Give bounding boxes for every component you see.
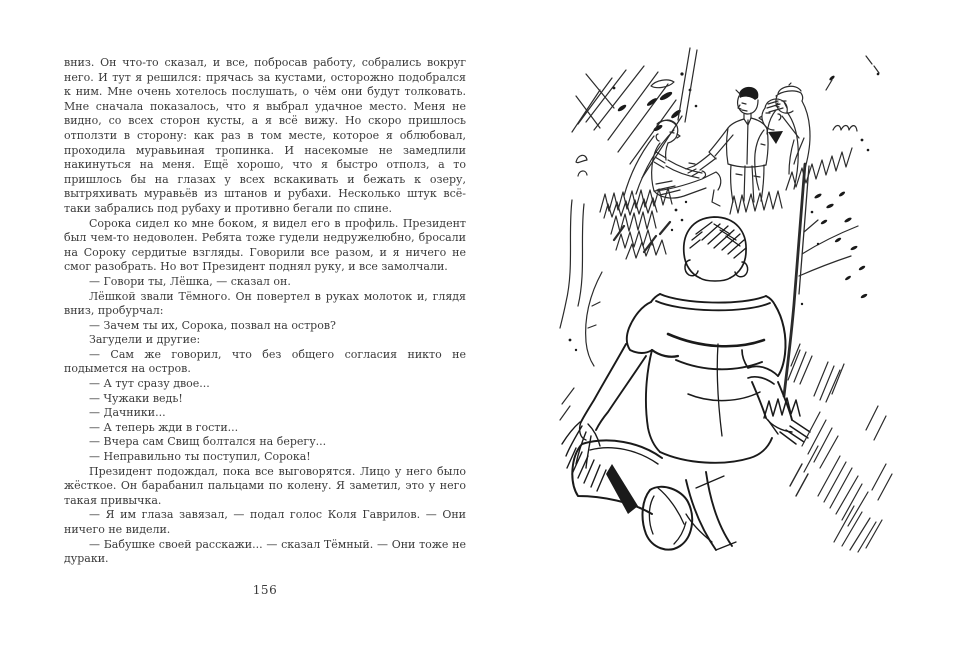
foliage-top-left [572, 66, 697, 196]
bottom-right-grass [790, 406, 892, 552]
leaf-marks-top-right [826, 56, 879, 90]
body-text [64, 56, 466, 567]
right-hatch [788, 344, 844, 402]
dialogue-line: — Чужаки ведь! [89, 391, 183, 405]
dialogue-line: — Дачники... [89, 406, 166, 420]
dialogue-line: — Сам же говорил, что без общего согласия никто не подымется на остров. [64, 347, 466, 376]
crawling-boy-shoe [643, 487, 693, 550]
illustration [556, 44, 938, 626]
crawling-boy [562, 217, 810, 550]
dialogue-line: — А теперь жди в гости... [89, 420, 239, 434]
paragraph: Президент подождал, пока все выговорятся. Лицо у него было жёсткое. Он барабанил пальцами по колену. Я заметил, это у него такая привычка. [64, 464, 466, 507]
grass-ridge [600, 126, 869, 219]
dialogue-line: — Говори ты, Лёшка, — сказал он. [89, 274, 291, 288]
background-tree-trunk [678, 48, 697, 122]
page-number: 156 [252, 583, 278, 597]
crawling-boy-right-leg [686, 472, 736, 550]
crawling-boy-right-arm [742, 350, 810, 444]
paragraph: Загудели и другие: [89, 333, 201, 347]
dialogue-line: — Неправильно ты поступил, Сорока! [89, 450, 311, 464]
left-branches [560, 200, 602, 420]
paragraph: вниз. Он что-то сказал, и все, побросав работу, собрались вокруг него. И тут я решился: прячась за кустами, осторожно подобрался к ним. Мне очень хотелось послушать, о чём они будут толковать. Мне сначала показалось, что я выбрал удачное место. Меня не видно, со всех сторон кусты, а я всё вижу. Но скоро пришлось отползти в сторону: как раз в том месте, которое я облюбовал, проходила муравьиная тропинка. И насекомые не замедлили накинуться на меня. Ещё хорошо, что я быстро отполз, а то пришлось бы на глазах у всех вскакивать и бежать к озеру, вытряхивать муравьёв из штанов и рубахи. Несколько штук всё-таки забрались под рубаху и противно бегали по спине. [64, 56, 466, 215]
crawling-boy-folded-leg [567, 440, 662, 514]
dialogue-line: — Вчера сам Свищ болтался на берегу... [89, 435, 327, 449]
dialogue-line: — Бабушке своей расскажи... — сказал Тёмный. — Они тоже не дураки. [64, 537, 466, 566]
dialogue-line: — А тут сразу двое... [89, 377, 210, 391]
crawling-boy-head [684, 217, 748, 281]
dialogue-line: — Зачем ты их, Сорока, позвал на остров? [89, 318, 336, 332]
paragraph: Сорока сидел ко мне боком, я видел его в профиль. Президент был чем-то недоволен. Ребята тоже гудели недружелюбно, бросали на Сороку сердитые взгляды. Говорили все разом, и я ничего не смог разобрать. Но вот Президент поднял руку, и все замолчали. [64, 216, 466, 274]
dialogue-line: — Я им глаза завязал, — подал голос Коля Гаврилов. — Они ничего не видели. [64, 508, 466, 536]
boy-with-cap [767, 83, 810, 172]
paragraph: Лёшкой звали Тёмного. Он повертел в руках молоток и, глядя вниз, пробурчал: [64, 289, 466, 318]
standing-boy [686, 87, 768, 202]
crawling-boy-left-arm [562, 344, 646, 468]
sapling-tree [784, 164, 868, 396]
